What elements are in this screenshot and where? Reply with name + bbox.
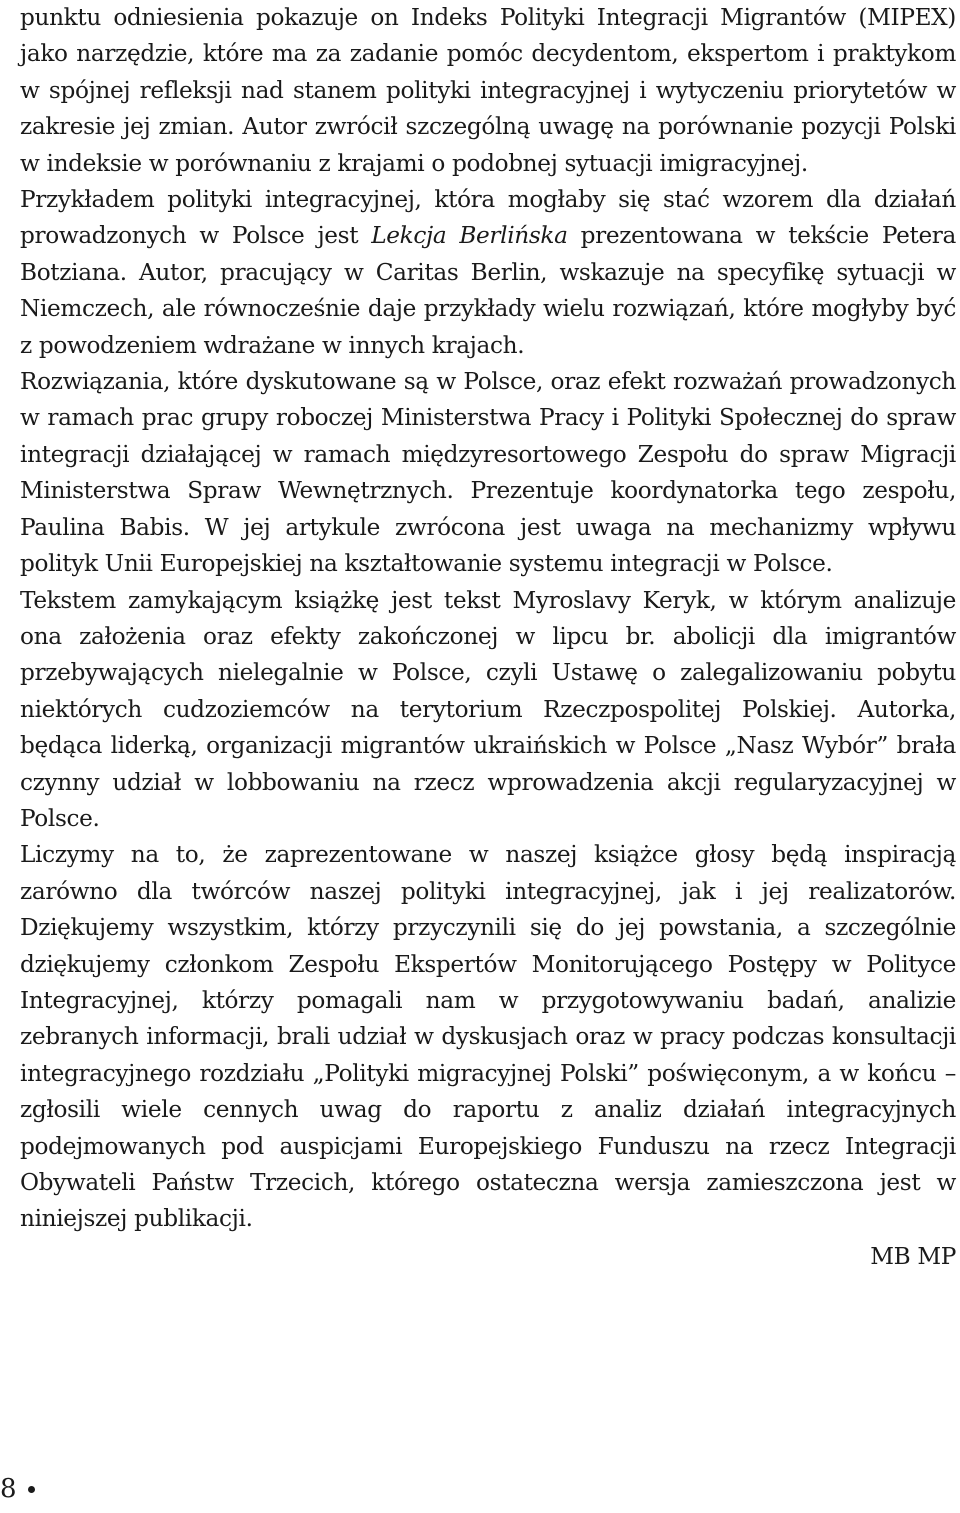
paragraph-mipex	[20, 0, 956, 182]
italic-title: Lekcja Berlińska	[371, 222, 568, 250]
paragraph-closing-text	[20, 583, 956, 838]
paragraph-text: Tekstem zamykającym książkę jest tekst Myroslavy Keryk, w którym analizuje ona założenia oraz efekty zakończonej w lipcu br. abolicji dla imigrantów przebywających nielegalnie w Polsce, czyli Ustawę o zalegalizowaniu pobytu niektórych cudzoziemców na terytorium Rzeczpospolitej Polskiej. Autorka, będąca liderką, organizacji migrantów ukraińskich w Polsce „Nasz Wybór” brała czynny udział w lobbowaniu na rzecz wprowadzenia akcji regularyzacyjnej w Polsce.	[20, 586, 956, 832]
paragraph-berlin-lesson	[20, 182, 956, 364]
paragraph-acknowledgements	[20, 837, 956, 1237]
bullet-icon	[28, 1486, 35, 1493]
signature: MB MP	[870, 1242, 956, 1270]
page-footer	[0, 1474, 35, 1504]
paragraph-text: punktu odniesienia pokazuje on Indeks Polityki Integracji Migrantów (MIPEX) jako narzędzie, które ma za zadanie pomóc decydentom, ekspertom i praktykom w spójnej refleksji nad stanem polityki integracyjnej i wytyczeniu priorytetów w zakresie jej zmian. Autor zwrócił szczególną uwagę na porównanie pozycji Polski w indeksie w porównaniu z krajami o podobnej sytuacji imigracyjnej.	[20, 4, 956, 177]
paragraph-text: Przykładem polityki integracyjnej, która mogłaby się stać wzorem dla działań prowadzonych w Polsce jest	[20, 186, 956, 250]
paragraph-text: Liczymy na to, że zaprezentowane w naszej książce głosy będą inspiracją zarówno dla twórców naszej polityki integracyjnej, jak i jej realizatorów. Dziękujemy wszystkim, którzy przyczynili się do jej powstania, a szczególnie dziękujemy członkom Zespołu Ekspertów Monitorującego Postępy w Polityce Integracyjnej, którzy pomagali nam w przygotowywaniu badań, analizie zebranych informacji, brali udział w dyskusjach oraz w pracy podczas konsultacji integracyjnego rozdziału „Polityki migracyjnej Polski” poświęconym, a w końcu – zgłosili wiele cennych uwag do raportu z analiz działań integracyjnych podejmowanych pod auspicjami Europejskiego Funduszu na rzecz Integracji Obywateli Państw Trzecich, którego ostateczna wersja zamieszczona jest w niniejszej publikacji.	[20, 841, 956, 1233]
document-body	[20, 0, 956, 1275]
paragraph-text: Rozwiązania, które dyskutowane są w Polsce, oraz efekt rozważań prowadzonych w ramach prac grupy roboczej Ministerstwa Pracy i Polityki Społecznej do spraw integracji działającej w ramach międzyresortowego Zespołu do spraw Migracji Ministerstwa Spraw Wewnętrznych. Prezentuje koordynatorka tego zespołu, Paulina Babis. W jej artykule zwrócona jest uwaga na mechanizmy wpływu polityk Unii Europejskiej na kształtowanie systemu integracji w Polsce.	[20, 368, 956, 578]
paragraph-text: prezentowana w tekście Petera Botziana. Autor, pracujący w Caritas Berlin, wskazuje na specyfikę sytuacji w Niemczech, ale równocześnie daje przykłady wielu rozwiązań, które mogłyby być z powodzeniem wdrażane w innych krajach.	[20, 222, 957, 359]
paragraph-solutions-poland	[20, 364, 956, 582]
page-number: 8	[0, 1474, 17, 1504]
